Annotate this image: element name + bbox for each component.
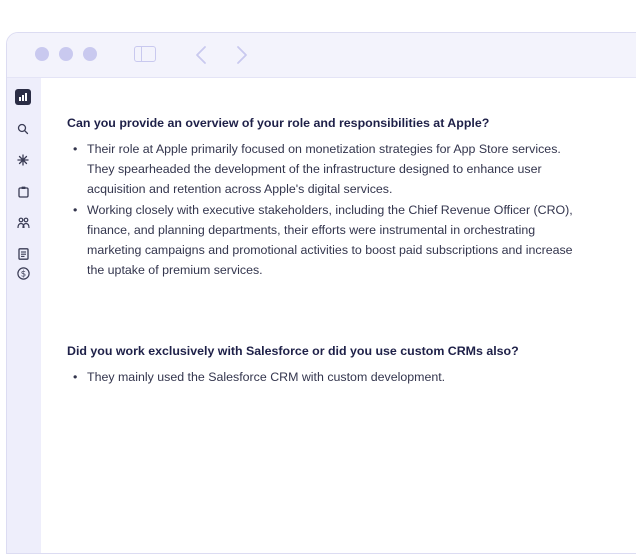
people-icon[interactable]	[15, 215, 31, 231]
search-icon[interactable]	[15, 121, 31, 137]
interview-content	[49, 78, 636, 553]
answer-list	[67, 139, 577, 280]
bar-chart-icon[interactable]	[15, 89, 31, 105]
title-bar	[7, 33, 636, 78]
sparkle-icon[interactable]	[15, 152, 31, 168]
question-heading: Did you work exclusively with Salesforce or did you use custom CRMs also?	[67, 344, 519, 358]
svg-text:$: $	[20, 269, 26, 280]
answer-item: • Their role at Apple primarily focused on monetization strategies for App Store services. They spearheaded the development of the infrastructure designed to enhance user acquisition and retention across Apple's digital services.	[67, 139, 577, 200]
window-minimize-dot[interactable]	[59, 47, 73, 61]
dollar-icon[interactable]	[15, 265, 31, 281]
back-arrow-icon[interactable]	[195, 45, 207, 65]
window-zoom-dot[interactable]	[83, 47, 97, 61]
answer-list	[67, 367, 577, 387]
qa-block-1	[67, 114, 577, 280]
answer-item: • They mainly used the Salesforce CRM with custom development.	[67, 367, 577, 387]
app-window	[6, 32, 636, 554]
document-icon[interactable]	[15, 246, 31, 262]
clipboard-icon[interactable]	[15, 184, 31, 200]
answer-item: • Working closely with executive stakeholders, including the Chief Revenue Officer (CRO), finance, and planning departments, their efforts were instrumental in orchestrating marketing campaigns and promotional activities to boost paid subscriptions and increase the uptake of premium services.	[67, 200, 577, 281]
forward-arrow-icon[interactable]	[236, 45, 248, 65]
qa-block-2	[67, 342, 577, 387]
window-close-dot[interactable]	[35, 47, 49, 61]
question-heading: Can you provide an overview of your role and responsibilities at Apple?	[67, 116, 490, 130]
sidebar-toggle-icon[interactable]	[134, 46, 156, 62]
sidebar	[7, 78, 41, 553]
